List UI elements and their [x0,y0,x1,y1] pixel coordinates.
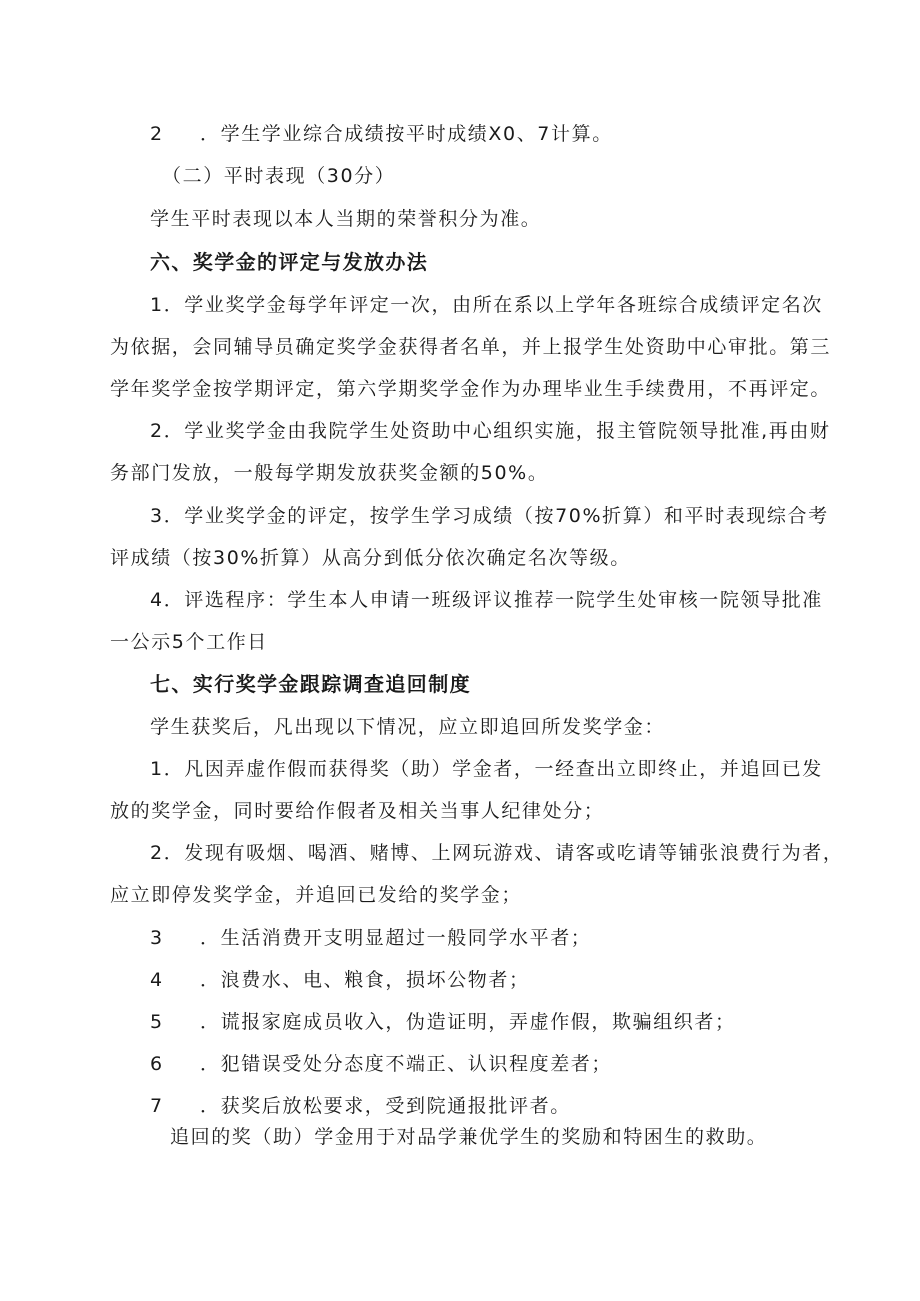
paragraph-closing: 追回的奖（助）学金用于对品学兼优学生的奖励和特困生的救助。 [170,1126,768,1148]
paragraph-line: 一公示5个工作日 [110,631,268,653]
list-item [150,925,591,951]
subheading-regular-performance: （二）平时表现（30分） [162,165,396,187]
paragraph-line: 2．学业奖学金由我院学生处资助中心组织实施，报主管院领导批准,再由财 [150,420,831,442]
item-text: ．学生学业综合成绩按平时成绩X0、7计算。 [200,123,613,145]
item-2 [150,121,613,147]
paragraph-line: 3．学业奖学金的评定，按学生学习成绩（按70%折算）和平时表现综合考 [150,505,829,527]
item-text: ．犯错误受处分态度不端正、认识程度差者； [200,1053,613,1075]
section-heading-6: 六、奖学金的评定与发放办法 [150,250,429,274]
list-item [150,967,530,993]
item-text: ．浪费水、电、粮食，损坏公物者； [200,969,530,991]
paragraph-line: 1．学业奖学金每学年评定一次，由所在系以上学年各班综合成绩评定名次 [150,294,823,316]
item-number: 4 [150,969,164,991]
item-text: ．生活消费开支明显超过一般同学水平者； [200,927,592,949]
list-item [150,1051,612,1077]
item-text: ．获奖后放松要求，受到院通报批评者。 [200,1095,571,1117]
paragraph-line: 应立即停发奖学金，并追回已发给的奖学金； [110,884,523,906]
list-item [150,1093,571,1119]
paragraph-line: 2．发现有吸烟、喝酒、赌博、上网玩游戏、请客或吃请等铺张浪费行为者， [150,842,844,864]
item-number: 7 [150,1095,164,1117]
item-text: ．谎报家庭成员收入，伪造证明，弄虚作假，欺骗组织者； [200,1011,736,1033]
paragraph-line: 放的奖学金，同时要给作假者及相关当事人纪律处分； [110,800,605,822]
item-number: 3 [150,927,164,949]
paragraph-intro: 学生获奖后，凡出现以下情况，应立即追回所发奖学金： [150,716,666,738]
paragraph-line: 评成绩（按30%折算）从高分到低分依次确定名次等级。 [110,547,631,569]
paragraph-line: 为依据，会同辅导员确定奖学金获得者名单，并上报学生处资助中心审批。第三 [110,336,832,358]
paragraph-line: 4．评选程序：学生本人申请一班级评议推荐一院学生处审核一院领导批准 [150,589,823,611]
paragraph-regular-performance: 学生平时表现以本人当期的荣誉积分为准。 [150,208,542,230]
item-number: 6 [150,1053,164,1075]
item-number: 2 [150,123,164,145]
paragraph-line: 1．凡因弄虚作假而获得奖（助）学金者，一经查出立即终止，并追回已发 [150,758,823,780]
paragraph-line: 务部门发放，一般每学期发放获奖金额的50%。 [110,462,549,484]
section-heading-7: 七、实行奖学金跟踪调查追回制度 [150,672,471,696]
item-number: 5 [150,1011,164,1033]
list-item [150,1009,736,1035]
paragraph-line: 学年奖学金按学期评定，第六学期奖学金作为办理毕业生手续费用，不再评定。 [110,378,832,400]
